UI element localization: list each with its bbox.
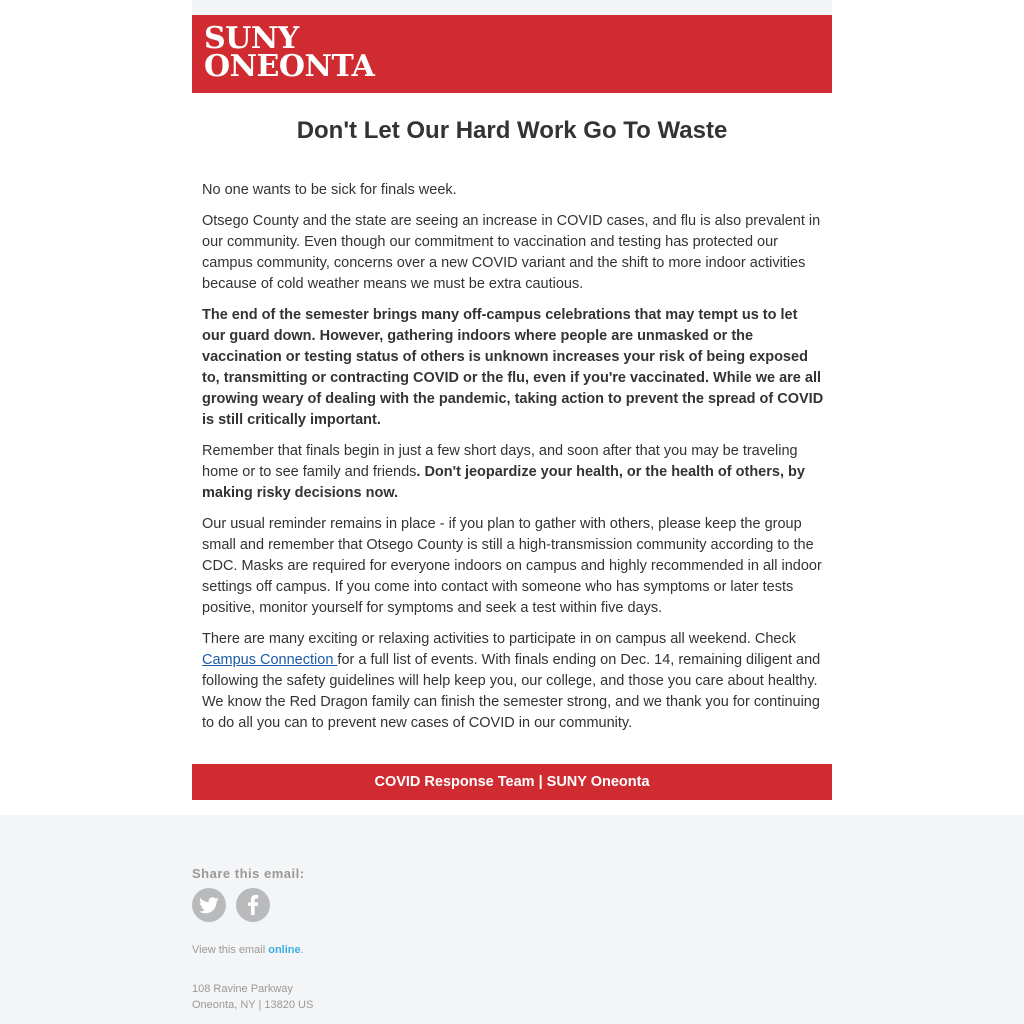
body-paragraph-1: No one wants to be sick for finals week. <box>202 182 457 198</box>
paragraph-4-bold: . Don't jeopardize your health, or the health of others, by making risky decisions now. <box>202 464 805 501</box>
email-headline: Don't Let Our Hard Work Go To Waste <box>296 117 728 144</box>
paragraph-6-text-start: There are many exciting or relaxing activities to participate in on campus all weekend. Check <box>202 631 796 647</box>
campus-connection-link[interactable]: Campus Connection <box>202 652 338 668</box>
body-paragraph-2: Otsego County and the state are seeing an increase in COVID cases, and flu is also prevalent in our community. Even though our commitment to vaccination and testing has protected our campus community, concerns over a new COVID variant and the shift to more indoor activities because of cold weather means we must be extra cautious. <box>202 213 821 292</box>
logo-line-2: ONEONTA <box>204 49 375 84</box>
twitter-share-button[interactable] <box>192 888 226 922</box>
address-line-2: Oneonta, NY | 13820 US <box>192 999 314 1011</box>
signoff-bar <box>192 764 832 800</box>
facebook-share-button[interactable] <box>236 888 270 922</box>
postal-address <box>192 981 313 1013</box>
logo-line-1: SUNY <box>204 21 299 56</box>
view-online-link[interactable]: online <box>268 944 301 956</box>
view-online-prefix: View this email <box>192 944 269 956</box>
body-paragraph-5: Our usual reminder remains in place - if you plan to gather with others, please keep the group small and remember that Otsego County is still a high-transmission community according to the CDC. Masks are required for everyone indoors on campus and highly recommended in all indoor settings off campus. If you come into contact with someone who has symptoms or later tests positive, monitor yourself for symptoms and seek a test within five days. <box>202 516 822 616</box>
body-paragraph-3: The end of the semester brings many off-campus celebrations that may tempt us to let our guard down. However, gathering indoors where people are unmasked or the vaccination or testing status of others is unknown increases your risk of being exposed to, transmitting or contracting COVID or the flu, even if you're vaccinated. While we are all growing weary of dealing with the pandemic, taking action to prevent the spread of COVID is still critically important. <box>202 307 824 428</box>
body-paragraph-4 <box>202 441 824 504</box>
view-online-line <box>192 944 304 956</box>
paragraph-4-text: Remember that finals begin in just a few short days, and soon after that you may be traveling home or to see family and friends <box>202 443 798 480</box>
email-footer <box>0 815 1024 1024</box>
top-strip <box>192 0 832 15</box>
paragraph-6-text-end: for a full list of events. With finals ending on Dec. 14, remaining diligent and following the safety guidelines will help keep you, our college, and those you care about healthy. We know the Red Dragon family can finish the semester strong, and we thank you for continuing to do all you can to prevent new cases of COVID in our community. <box>202 652 821 731</box>
view-online-suffix: . <box>300 944 304 956</box>
header-banner <box>192 15 832 93</box>
facebook-icon <box>247 895 259 915</box>
email-body <box>202 180 824 744</box>
signoff-text: COVID Response Team | SUNY Oneonta <box>374 774 650 790</box>
body-paragraph-6 <box>202 629 824 734</box>
suny-oneonta-logo[interactable] <box>204 21 375 84</box>
share-label: Share this email: <box>192 866 305 881</box>
address-line-1: 108 Ravine Parkway <box>192 983 293 995</box>
twitter-icon <box>199 897 219 914</box>
